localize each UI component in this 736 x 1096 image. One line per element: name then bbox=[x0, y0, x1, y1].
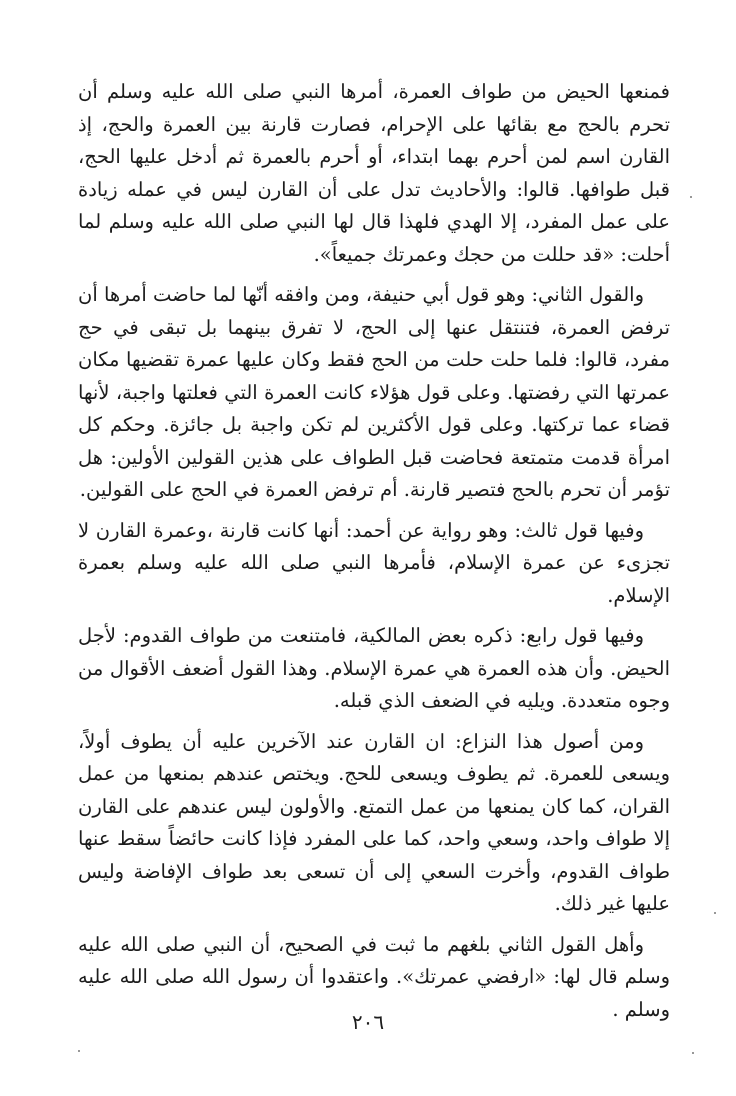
paragraph-5: ومن أصول هذا النزاع: ان القارن عند الآخرين عليه أن يطوف أولاً، ويسعى للعمرة. ثم يطوف ويسعى للحج. ويختص عندهم بمنعها من عمل القران، كما كان يمنعها من عمل التمتع. والأولون ليس عندهم على القارن إلا طواف واحد، وسعي واحد، كما على المفرد فإذا كانت حائضاً سقط عنها طواف القدوم، وأخرت السعي إلى أن تسعى بعد طواف الإفاضة وليس عليها غير ذلك. bbox=[78, 729, 670, 915]
paragraph-4: وفيها قول رابع: ذكره بعض المالكية، فامتنعت من طواف القدوم: لأجل الحيض. وأن هذه العمرة هي عمرة الإسلام. وهذا القول أضعف الأقوال من وجوه متعددة. ويليه في الضعف الذي قبله. bbox=[78, 624, 670, 712]
paragraph-6: وأهل القول الثاني بلغهم ما ثبت في الصحيح، أن النبي صلى الله عليه وسلم قال لها: «ارفضي عمرتك». واعتقدوا أن رسول الله صلى الله عليه وسلم . bbox=[78, 932, 670, 1021]
paragraph-1: فمنعها الحيض من طواف العمرة، أمرها النبي صلى الله عليه وسلم أن تحرم بالحج مع بقائها على الإحرام، فصارت قارنة بين العمرة والحج، إذ القارن اسم لمن أحرم بهما ابتداء، أو أحرم بالعمرة ثم أدخل عليها الحج، قبل طوافها. قالوا: والأحاديث تدل على أن القارن ليس في عمله زيادة على عمل المفرد، إلا الهدي فلهذا قال لها النبي صلى الله عليه وسلم لما أحلت: «قد حللت من حجك وعمرتك جميعاً». bbox=[78, 80, 670, 266]
paragraph-2: والقول الثاني: وهو قول أبي حنيفة، ومن وافقه أنّها لما حاضت أمرها أن ترفض العمرة، فتنتقل عنها إلى الحج، لا تفرق بينهما بل تبقى في حج مفرد، قالوا: فلما حلت حلت من الحج فقط وكان عليها عمرة تقضيها مكان عمرتها التي رفضتها. وعلى قول هؤلاء كانت العمرة التي فعلتها واجبة، لأنها قضاء عما تركتها. وعلى قول الأكثرين لم تكن واجبة بل جائزة. وحكم كل امرأة قدمت متمتعة فحاضت قبل الطواف على هذين القولين الأولين: هل تؤمر أن تحرم بالحج فتصير قارنة. أم ترفض العمرة في الحج على القولين. bbox=[78, 283, 670, 501]
paragraph-3: وفيها قول ثالث: وهو رواية عن أحمد: أنها كانت قارنة ،وعمرة القارن لا تجزىء عن عمرة الإسلام، فأمرها النبي صلى الله عليه وسلم بعمرة الإسلام. bbox=[78, 518, 670, 607]
scan-speck bbox=[78, 1050, 80, 1052]
scan-speck bbox=[690, 196, 692, 198]
scan-speck bbox=[714, 912, 716, 914]
body-text bbox=[78, 76, 670, 1026]
page-number: ٢٠٦ bbox=[351, 1010, 385, 1034]
scan-speck bbox=[692, 1052, 694, 1054]
